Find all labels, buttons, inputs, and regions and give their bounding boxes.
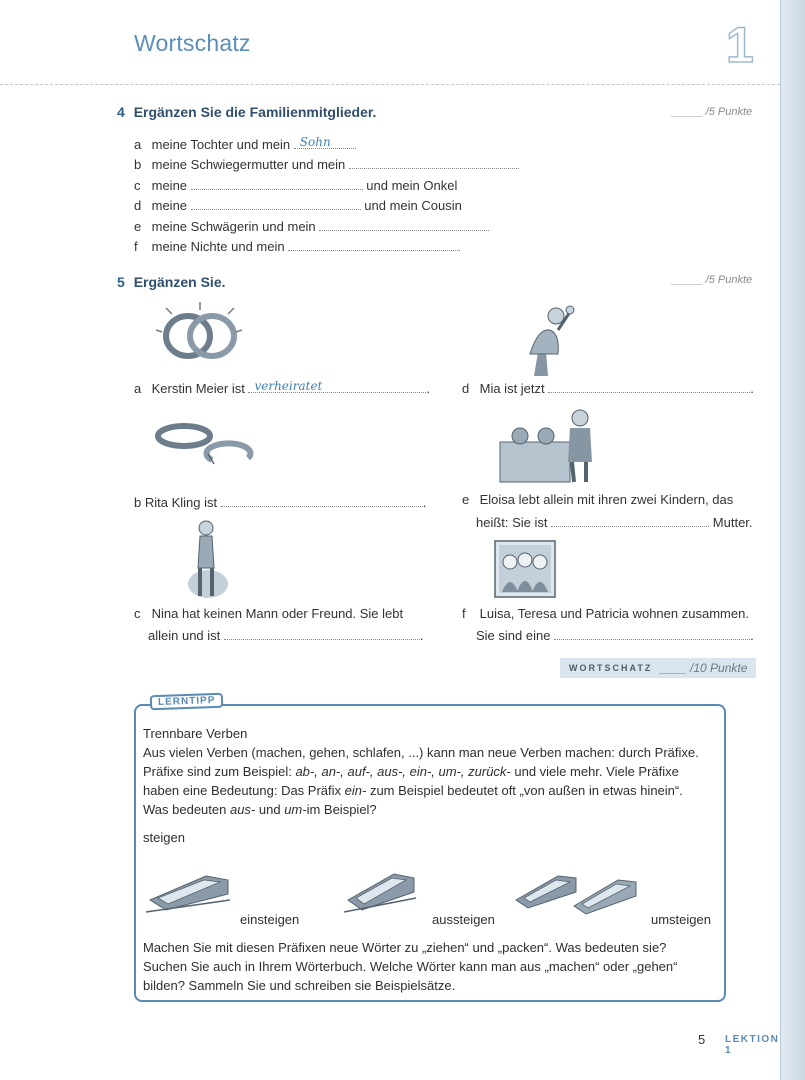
answer-blank[interactable] — [554, 627, 750, 640]
two-trains-illustration — [514, 858, 638, 918]
list-item-continuation — [148, 627, 424, 643]
section-score-bar — [560, 658, 756, 678]
item-text: . — [750, 381, 754, 396]
lerntipp-badge: LERNTIPP — [150, 693, 224, 711]
item-text: Eloisa lebt allein mit ihren zwei Kindern, das — [479, 492, 734, 507]
mother-with-children-illustration — [498, 406, 602, 486]
lerntipp-text — [143, 800, 377, 819]
handwritten-answer: verheiratet — [254, 379, 323, 393]
list-item — [134, 380, 430, 396]
item-text: und mein Onkel — [366, 178, 458, 193]
list-item — [134, 136, 356, 152]
page-header — [0, 0, 780, 85]
verb-einsteigen: einsteigen — [240, 912, 300, 927]
answer-blank[interactable] — [248, 380, 426, 393]
lerntipp-text — [143, 762, 679, 781]
answer-blank[interactable] — [548, 380, 750, 393]
exercise-number: 5 — [117, 274, 125, 290]
exercise-title: Ergänzen Sie. — [133, 274, 226, 290]
woman-waving-illustration — [520, 300, 580, 378]
points-field[interactable]: _____ /5 Punkte — [672, 274, 753, 286]
item-text: heißt: Sie ist — [476, 515, 548, 530]
lerntipp-task: Machen Sie mit diesen Präfixen neue Wörter zu „ziehen“ und „packen“. Was bedeuten sie? — [143, 940, 667, 955]
text-run-italic: ab-, an-, auf-, aus-, ein-, um-, zurück- — [295, 764, 511, 779]
exercise-5-heading — [117, 274, 226, 292]
answer-blank[interactable] — [294, 136, 356, 149]
lerntipp-text: Aus vielen Verben (machen, gehen, schlafen, ...) kann man neue Verben machen: durch Präfixe. — [143, 745, 699, 760]
broken-rings-illustration — [152, 414, 256, 474]
item-text: Rita Kling ist — [144, 495, 218, 510]
train-illustration — [146, 860, 232, 916]
item-text: und mein Cousin — [364, 198, 462, 213]
score-label: WORTSCHATZ — [569, 663, 653, 673]
text-run: Was bedeuten — [143, 802, 230, 817]
item-text: meine Schwiegermutter und mein — [151, 157, 346, 172]
text-run-italic: aus- — [229, 802, 256, 817]
item-letter: e — [462, 492, 470, 507]
three-women-photo-illustration — [494, 540, 556, 598]
item-text: meine Tochter und mein — [151, 137, 291, 152]
item-text: meine Schwägerin und mein — [151, 219, 316, 234]
text-run: Präfixe sind zum Beispiel: — [143, 764, 296, 779]
item-text: meine — [151, 178, 188, 193]
item-text: allein und ist — [148, 628, 221, 643]
item-text: meine — [151, 198, 188, 213]
lesson-label: LEKTION 1 — [725, 1034, 780, 1056]
item-text: Mia ist jetzt — [479, 381, 545, 396]
lerntipp-heading: Trennbare Verben — [143, 726, 248, 741]
list-item — [134, 197, 462, 213]
list-item-continuation — [476, 514, 753, 530]
text-run: im Beispiel? — [306, 802, 377, 817]
item-text: Luisa, Teresa und Patricia wohnen zusammen. — [479, 606, 749, 621]
list-item — [462, 606, 749, 621]
answer-blank[interactable] — [288, 238, 460, 251]
item-text: Sie sind eine — [476, 628, 551, 643]
verb-aussteigen: aussteigen — [432, 912, 495, 927]
page-title: Wortschatz — [134, 30, 251, 56]
item-text: . — [419, 628, 424, 643]
list-item — [134, 177, 457, 193]
item-letter: d — [134, 198, 142, 213]
list-item — [134, 156, 519, 172]
list-item — [462, 380, 754, 396]
page-number: 5 — [698, 1032, 706, 1047]
text-run: haben eine Bedeutung: Das Präfix — [143, 783, 345, 798]
answer-blank[interactable] — [349, 156, 519, 169]
verb-umsteigen: umsteigen — [651, 912, 711, 927]
item-text: Nina hat keinen Mann oder Freund. Sie lebt — [151, 606, 404, 621]
answer-blank[interactable] — [224, 627, 420, 640]
item-letter: b — [134, 157, 142, 172]
answer-blank[interactable] — [221, 494, 423, 507]
item-letter: e — [134, 219, 142, 234]
exercise-4-heading — [117, 104, 376, 122]
list-item — [134, 606, 403, 621]
answer-blank[interactable] — [191, 177, 363, 190]
lerntipp-task: Suchen Sie auch in Ihrem Wörterbuch. Welche Wörter kann man aus „machen“ oder „gehen“ — [143, 959, 678, 974]
item-letter: a — [134, 137, 142, 152]
list-item — [134, 218, 489, 234]
text-run-italic: ein- — [344, 783, 367, 798]
text-run-italic: um- — [284, 802, 307, 817]
lerntipp-text — [143, 781, 683, 800]
list-item — [134, 494, 426, 510]
item-letter: f — [134, 239, 138, 254]
item-text: meine Nichte und mein — [151, 239, 285, 254]
item-letter: d — [462, 381, 470, 396]
verb-steigen: steigen — [143, 830, 185, 845]
item-text: Kerstin Meier ist — [151, 381, 245, 396]
text-run: und viele mehr. Viele Präfixe — [510, 764, 679, 779]
answer-blank[interactable] — [551, 514, 709, 527]
item-letter: c — [134, 178, 141, 193]
exercise-number: 4 — [117, 104, 125, 120]
points-field[interactable]: _____ /5 Punkte — [672, 106, 753, 118]
item-letter: c — [134, 606, 141, 621]
item-text: . — [750, 628, 754, 643]
text-run: zum Beispiel bedeutet oft „von außen in etwas hinein“. — [366, 783, 683, 798]
chapter-number: 1 — [726, 17, 754, 73]
woman-standing-illustration — [182, 518, 232, 602]
wedding-rings-illustration — [152, 300, 248, 366]
answer-blank[interactable] — [319, 218, 489, 231]
answer-blank[interactable] — [191, 197, 361, 210]
list-item-continuation — [476, 627, 754, 643]
lerntipp-task: bilden? Sammeln Sie und schreiben sie Beispielsätze. — [143, 978, 456, 993]
list-item — [462, 492, 733, 507]
page-edge-decoration — [780, 0, 805, 1080]
item-text: . — [422, 495, 427, 510]
item-letter: f — [462, 606, 466, 621]
exercise-title: Ergänzen Sie die Familienmitglieder. — [133, 104, 377, 120]
item-letter: a — [134, 381, 142, 396]
item-text: . — [426, 381, 431, 396]
handwritten-answer: Sohn — [299, 135, 331, 149]
list-item — [134, 238, 460, 254]
text-run: und — [255, 802, 285, 817]
score-points-field[interactable]: ____ /10 Punkte — [660, 661, 748, 675]
train-illustration — [344, 860, 418, 916]
item-letter: b — [134, 495, 142, 510]
item-text: Mutter. — [712, 515, 753, 530]
